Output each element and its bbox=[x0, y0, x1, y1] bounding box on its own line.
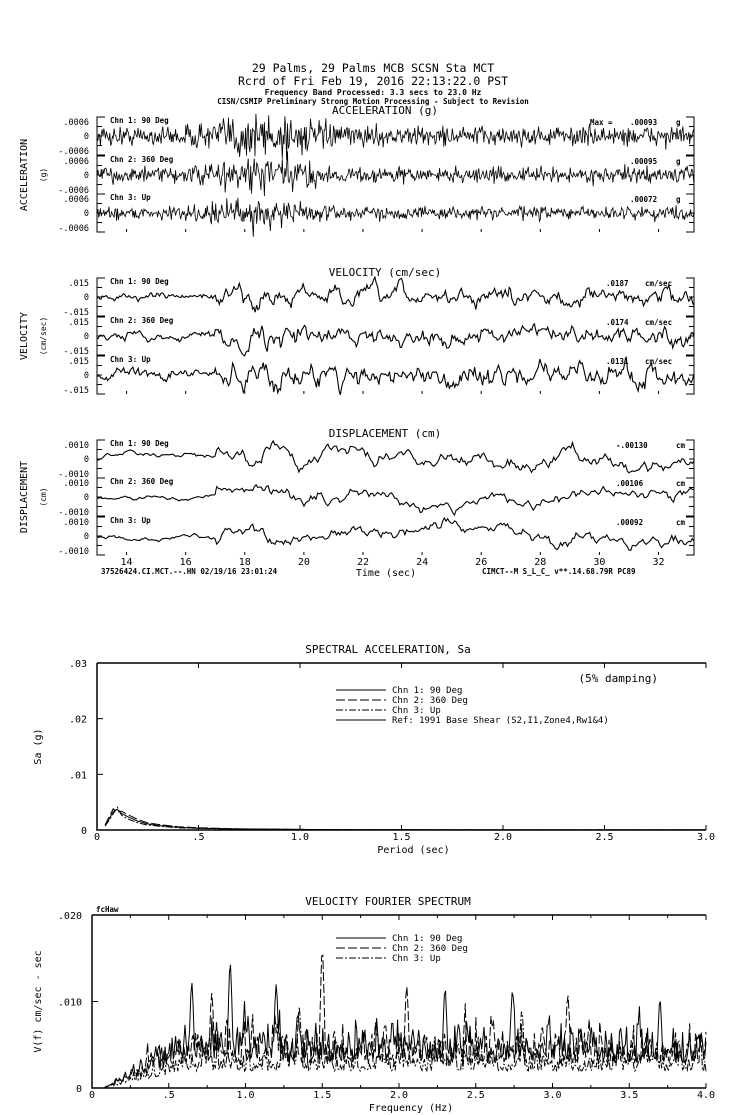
peak-value: .00072 bbox=[630, 195, 658, 204]
peak-unit: g bbox=[676, 118, 681, 127]
x-tick-label: 2.5 bbox=[466, 1090, 485, 1101]
y-axis-label: V(f) cm/sec - sec bbox=[33, 950, 44, 1053]
y-tick-min: -.0006 bbox=[58, 224, 89, 234]
channel-label: Chn 3: Up bbox=[110, 355, 151, 364]
corner-label: fcHaw bbox=[96, 905, 119, 914]
y-tick-zero: 0 bbox=[83, 132, 89, 142]
peak-unit: cm/sec bbox=[645, 357, 673, 366]
panel-acceleration bbox=[19, 104, 694, 237]
chart-title: VELOCITY FOURIER SPECTRUM bbox=[305, 895, 471, 908]
time-tick-label: 26 bbox=[475, 557, 488, 568]
peak-unit: cm bbox=[676, 479, 686, 488]
y-tick-max: .015 bbox=[68, 318, 89, 328]
y-tick-min: -.015 bbox=[63, 386, 89, 396]
y-tick-min: -.0010 bbox=[58, 547, 89, 557]
sa-series-line bbox=[105, 809, 706, 830]
y-tick-label: .010 bbox=[57, 997, 82, 1009]
y-tick-max: .015 bbox=[68, 357, 89, 367]
x-tick-label: 3.0 bbox=[696, 832, 716, 843]
y-axis-label: DISPLACEMENT bbox=[19, 460, 30, 534]
channel-label: Chn 1: 90 Deg bbox=[110, 277, 169, 286]
time-tick-label: 18 bbox=[238, 557, 251, 568]
right-axis bbox=[686, 440, 694, 478]
panel-displacement bbox=[19, 427, 694, 579]
right-axis bbox=[686, 117, 694, 155]
x-tick-label: .5 bbox=[162, 1090, 175, 1101]
y-tick-zero: 0 bbox=[83, 209, 89, 219]
waveform-line bbox=[97, 485, 694, 515]
y-tick-zero: 0 bbox=[83, 171, 89, 181]
y-tick-zero: 0 bbox=[83, 332, 89, 342]
x-tick-label: 1.0 bbox=[236, 1090, 255, 1101]
peak-value: .00095 bbox=[630, 157, 658, 166]
time-tick-label: 30 bbox=[593, 557, 606, 568]
peak-unit: cm bbox=[676, 518, 686, 527]
right-axis bbox=[686, 478, 694, 516]
waveform-line bbox=[97, 324, 694, 356]
x-tick-label: 0 bbox=[93, 832, 101, 843]
y-axis-unit: (cm) bbox=[39, 487, 48, 507]
y-tick-label: .01 bbox=[68, 770, 87, 782]
x-tick-label: .5 bbox=[192, 832, 205, 843]
x-tick-label: 2.0 bbox=[493, 832, 513, 843]
x-tick-label: 3.0 bbox=[543, 1090, 562, 1101]
right-axis bbox=[686, 356, 694, 394]
channel-label: Chn 2: 360 Deg bbox=[110, 477, 174, 486]
x-tick-label: 3.5 bbox=[620, 1090, 639, 1101]
spectra-charts bbox=[33, 643, 715, 1114]
left-axis bbox=[97, 517, 105, 555]
y-axis-unit: (g) bbox=[39, 167, 48, 183]
y-tick-zero: 0 bbox=[83, 455, 89, 465]
peak-unit: cm/sec bbox=[645, 318, 673, 327]
peak-unit: cm/sec bbox=[645, 279, 673, 288]
time-tick-label: 22 bbox=[356, 557, 370, 568]
channel-trace-group bbox=[58, 477, 694, 518]
x-axis-label: Frequency (Hz) bbox=[368, 1103, 454, 1114]
y-tick-max: .0006 bbox=[63, 118, 89, 128]
footer-left: 37526424.CI.MCT.--.HN 02/19/16 23:01:24 bbox=[101, 567, 278, 576]
legend-entry: Chn 1: 90 Deg bbox=[392, 686, 463, 696]
peak-value: .0131 bbox=[606, 357, 629, 366]
footer-right: CIMCT--M S_L_C_ v**.14.68.79R PC89 bbox=[482, 567, 636, 576]
waveform-line bbox=[97, 198, 694, 237]
y-axis-label: VELOCITY bbox=[19, 311, 30, 361]
legend-entry: Chn 1: 90 Deg bbox=[392, 934, 463, 944]
time-tick-label: 16 bbox=[179, 557, 192, 568]
left-axis bbox=[97, 156, 105, 194]
channel-trace-group bbox=[63, 316, 694, 357]
time-tick-label: 32 bbox=[652, 557, 665, 568]
waveform-line bbox=[97, 357, 694, 395]
x-tick-label: 4.0 bbox=[696, 1090, 716, 1101]
channel-label: Chn 1: 90 Deg bbox=[110, 439, 169, 448]
max-prefix: Max = bbox=[590, 118, 613, 127]
channel-label: Chn 3: Up bbox=[110, 516, 151, 525]
x-tick-label: 0 bbox=[88, 1090, 96, 1101]
channel-trace-group bbox=[58, 114, 694, 160]
channel-trace-group bbox=[58, 439, 694, 480]
legend-entry: Chn 2: 360 Deg bbox=[392, 944, 468, 954]
time-tick-label: 20 bbox=[297, 557, 310, 568]
legend-entry: Chn 3: Up bbox=[392, 706, 441, 716]
channel-label: Chn 3: Up bbox=[110, 193, 151, 202]
peak-unit: g bbox=[676, 157, 681, 166]
left-axis bbox=[97, 478, 105, 516]
time-tick-label: 24 bbox=[416, 557, 429, 568]
processing-note: CISN/CSMIP Preliminary Strong Motion Processing - Subject to Revision bbox=[217, 97, 529, 106]
legend-entry: Chn 2: 360 Deg bbox=[392, 696, 468, 706]
time-tick-label: 28 bbox=[534, 557, 547, 568]
y-tick-label: 0 bbox=[75, 1084, 82, 1095]
y-tick-max: .0006 bbox=[63, 157, 89, 167]
channel-label: Chn 2: 360 Deg bbox=[110, 316, 174, 325]
peak-value: .0187 bbox=[606, 279, 629, 288]
y-tick-min: -.0006 bbox=[58, 186, 89, 196]
time-tick-label: 14 bbox=[120, 557, 133, 568]
y-tick-zero: 0 bbox=[83, 493, 89, 503]
y-tick-label: .02 bbox=[68, 714, 87, 726]
y-tick-max: .0010 bbox=[63, 518, 89, 528]
x-tick-label: 1.0 bbox=[290, 832, 310, 843]
chart-title: SPECTRAL ACCELERATION, Sa bbox=[305, 643, 471, 656]
panel-title: DISPLACEMENT (cm) bbox=[328, 427, 442, 440]
y-tick-min: -.015 bbox=[63, 347, 89, 357]
waveform-line bbox=[97, 518, 694, 551]
record-header bbox=[217, 61, 529, 106]
channel-label: Chn 2: 360 Deg bbox=[110, 155, 174, 164]
station-title: 29 Palms, 29 Palms MCB SCSN Sta MCT bbox=[251, 61, 495, 75]
peak-unit: g bbox=[676, 195, 681, 204]
x-tick-label: 1.5 bbox=[392, 832, 411, 843]
record-datetime: Rcrd of Fri Feb 19, 2016 22:13:22.0 PST bbox=[237, 74, 509, 88]
y-tick-zero: 0 bbox=[83, 371, 89, 381]
right-axis bbox=[686, 517, 694, 555]
y-tick-min: -.0010 bbox=[58, 508, 89, 518]
peak-value: -.00130 bbox=[616, 441, 648, 450]
peak-value: .0174 bbox=[606, 318, 629, 327]
peak-value: .00106 bbox=[616, 479, 644, 488]
fourier-series-line bbox=[100, 1007, 706, 1088]
y-tick-min: -.015 bbox=[63, 308, 89, 318]
panel-velocity bbox=[19, 266, 694, 396]
channel-trace-group bbox=[63, 277, 694, 318]
y-tick-label: 0 bbox=[80, 826, 87, 837]
y-tick-max: .0010 bbox=[63, 479, 89, 489]
left-axis bbox=[97, 356, 105, 394]
y-tick-zero: 0 bbox=[83, 532, 89, 542]
x-tick-label: 2.5 bbox=[595, 832, 614, 843]
panel-title: VELOCITY (cm/sec) bbox=[328, 266, 442, 279]
y-axis-unit: (cm/sec) bbox=[39, 316, 48, 356]
panel-title: ACCELERATION (g) bbox=[332, 104, 438, 117]
y-tick-label: .020 bbox=[57, 911, 82, 922]
waveform-line bbox=[97, 441, 694, 473]
legend-entry: Chn 3: Up bbox=[392, 954, 441, 964]
y-tick-min: -.0010 bbox=[58, 470, 89, 480]
channel-trace-group bbox=[58, 193, 694, 237]
y-tick-label: .03 bbox=[68, 659, 87, 670]
spectral-acceleration-chart bbox=[33, 643, 715, 856]
waveform-line bbox=[97, 277, 694, 312]
y-axis-label: ACCELERATION bbox=[19, 138, 30, 212]
frequency-band: Frequency Band Processed: 3.3 secs to 23.0 Hz bbox=[264, 88, 482, 97]
legend-entry: Ref: 1991 Base Shear (S2,I1,Zone4,Rw1&4) bbox=[392, 716, 609, 726]
waveform-line bbox=[97, 151, 694, 196]
channel-label: Chn 1: 90 Deg bbox=[110, 116, 169, 125]
damping-annotation: (5% damping) bbox=[578, 672, 658, 685]
channel-trace-group bbox=[63, 355, 694, 396]
sa-series-line bbox=[105, 807, 706, 830]
peak-value: .00092 bbox=[616, 518, 644, 527]
y-tick-zero: 0 bbox=[83, 293, 89, 303]
x-tick-label: 1.5 bbox=[313, 1090, 332, 1101]
time-history-panels bbox=[19, 104, 694, 579]
x-tick-label: 2.0 bbox=[389, 1090, 409, 1101]
peak-unit: cm bbox=[676, 441, 686, 450]
velocity-fourier-spectrum-chart bbox=[33, 895, 715, 1114]
y-tick-min: -.0006 bbox=[58, 147, 89, 157]
x-axis-label: Period (sec) bbox=[377, 845, 450, 856]
channel-trace-group bbox=[58, 151, 694, 196]
fourier-series-line bbox=[100, 965, 706, 1088]
y-tick-max: .015 bbox=[68, 279, 89, 289]
y-tick-max: .0010 bbox=[63, 441, 89, 451]
sa-series-line bbox=[105, 809, 706, 830]
y-tick-max: .0006 bbox=[63, 195, 89, 205]
time-axis-label: Time (sec) bbox=[355, 568, 417, 579]
y-axis-label: Sa (g) bbox=[33, 728, 44, 765]
fourier-series-line bbox=[100, 955, 706, 1088]
peak-value: .00093 bbox=[630, 118, 658, 127]
